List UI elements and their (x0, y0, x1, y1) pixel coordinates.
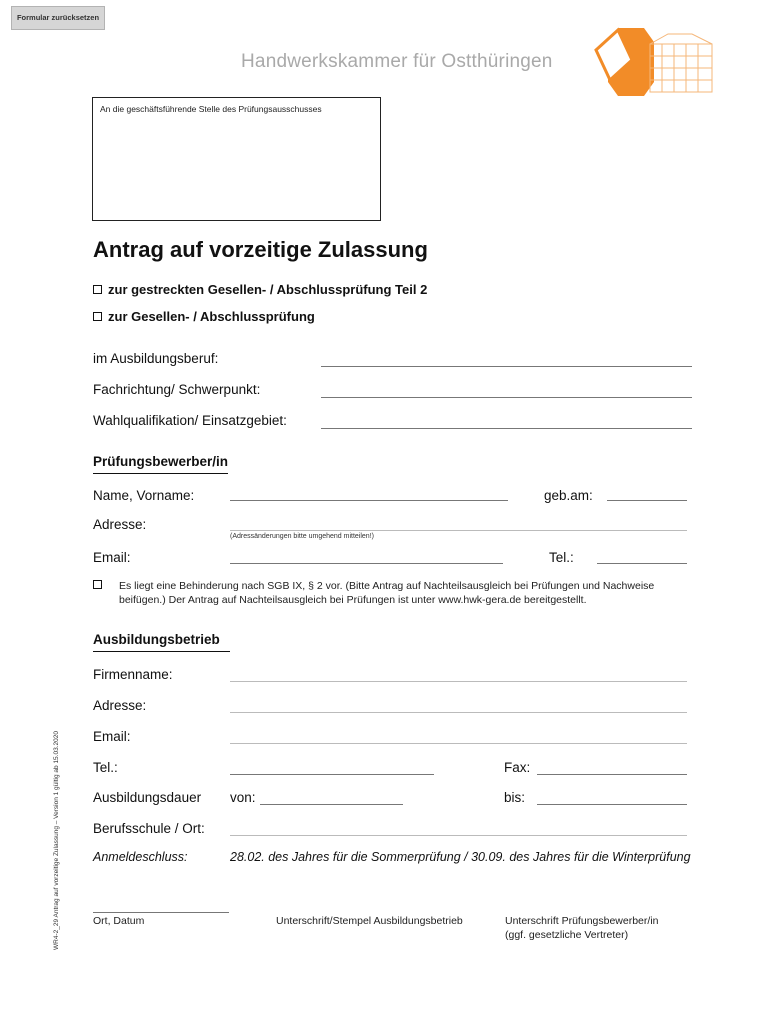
applicant-address-field[interactable] (230, 530, 687, 531)
company-fax-field[interactable] (537, 774, 687, 775)
applicant-email-label: Email: (93, 550, 131, 565)
reset-form-button[interactable]: Formular zurücksetzen (11, 6, 105, 30)
form-title: Antrag auf vorzeitige Zulassung (93, 237, 428, 262)
qualification-label: Wahlqualifikation/ Einsatzgebiet: (93, 413, 287, 428)
company-phone-label: Tel.: (93, 760, 118, 775)
specialization-label: Fachrichtung/ Schwerpunkt: (93, 382, 261, 397)
company-phone-field[interactable] (230, 774, 434, 775)
vocation-field[interactable] (321, 366, 692, 367)
organization-name: Handwerkskammer für Ostthüringen (241, 51, 553, 72)
applicant-name-field[interactable] (230, 500, 508, 501)
option-exam-label: zur Gesellen- / Abschlussprüfung (108, 309, 315, 324)
deadline-label: Anmeldeschluss: (93, 850, 188, 864)
place-date-label: Ort, Datum (93, 915, 145, 927)
qualification-field[interactable] (321, 428, 692, 429)
option-exam-checkbox[interactable] (93, 312, 102, 321)
company-signature-label: Unterschrift/Stempel Ausbildungsbetrieb (276, 915, 463, 927)
disability-checkbox[interactable] (93, 580, 102, 589)
company-heading: Ausbildungsbetrieb (93, 632, 230, 652)
place-date-line[interactable] (93, 912, 229, 913)
applicant-phone-field[interactable] (597, 563, 687, 564)
applicant-email-field[interactable] (230, 563, 503, 564)
applicant-address-note: (Adressänderungen bitte umgehend mitteilen!) (230, 533, 374, 540)
training-from-field[interactable] (260, 804, 403, 805)
training-from-label: von: (230, 790, 256, 805)
applicant-birthdate-field[interactable] (607, 500, 687, 501)
applicant-signature-label: Unterschrift Prüfungsbewerber/in (505, 915, 659, 927)
training-duration-label: Ausbildungsdauer (93, 790, 202, 805)
applicant-guardian-label: (ggf. gesetzliche Vertreter) (505, 929, 629, 941)
disability-note: Es liegt eine Behinderung nach SGB IX, § 2 vor. (Bitte Antrag auf Nachteilsausgleich bei Prüfungen und Nachweise beifügen.) Der Antrag auf Nachteilsausgleich bei Prüfungen ist unter www.hwk-gera.de bereitgestellt. (119, 580, 655, 606)
applicant-heading: Prüfungsbewerber/in (93, 454, 228, 474)
training-to-field[interactable] (537, 804, 687, 805)
applicant-birthdate-label: geb.am: (544, 488, 593, 503)
applicant-address-label: Adresse: (93, 517, 147, 532)
deadline-text: 28.02. des Jahres für die Sommerprüfung / 30.09. des Jahres für die Winterprüfung (230, 850, 691, 864)
chamber-logo (588, 22, 718, 102)
option-stretched-exam-label: zur gestreckten Gesellen- / Abschlussprüfung Teil 2 (108, 282, 428, 297)
company-address-label: Adresse: (93, 698, 147, 713)
document-version-note: WR4-2_29 Antrag auf vorzeitige Zulassung – Version 1 gültig ab 15.03.2020 (53, 731, 60, 950)
logo-building (650, 34, 712, 92)
recipient-address-box[interactable] (92, 97, 381, 221)
applicant-name-label: Name, Vorname: (93, 488, 195, 503)
recipient-address-hint: An die geschäftsführende Stelle des Prüfungsausschusses (100, 104, 322, 114)
option-stretched-exam-checkbox[interactable] (93, 285, 102, 294)
company-email-field[interactable] (230, 743, 687, 744)
training-to-label: bis: (504, 790, 526, 805)
vocational-school-label: Berufsschule / Ort: (93, 821, 205, 836)
vocation-label: im Ausbildungsberuf: (93, 351, 219, 366)
company-email-label: Email: (93, 729, 131, 744)
company-address-field[interactable] (230, 712, 687, 713)
company-name-label: Firmenname: (93, 667, 173, 682)
company-name-field[interactable] (230, 681, 687, 682)
applicant-phone-label: Tel.: (549, 550, 574, 565)
company-fax-label: Fax: (504, 760, 531, 775)
specialization-field[interactable] (321, 397, 692, 398)
vocational-school-field[interactable] (230, 835, 687, 836)
